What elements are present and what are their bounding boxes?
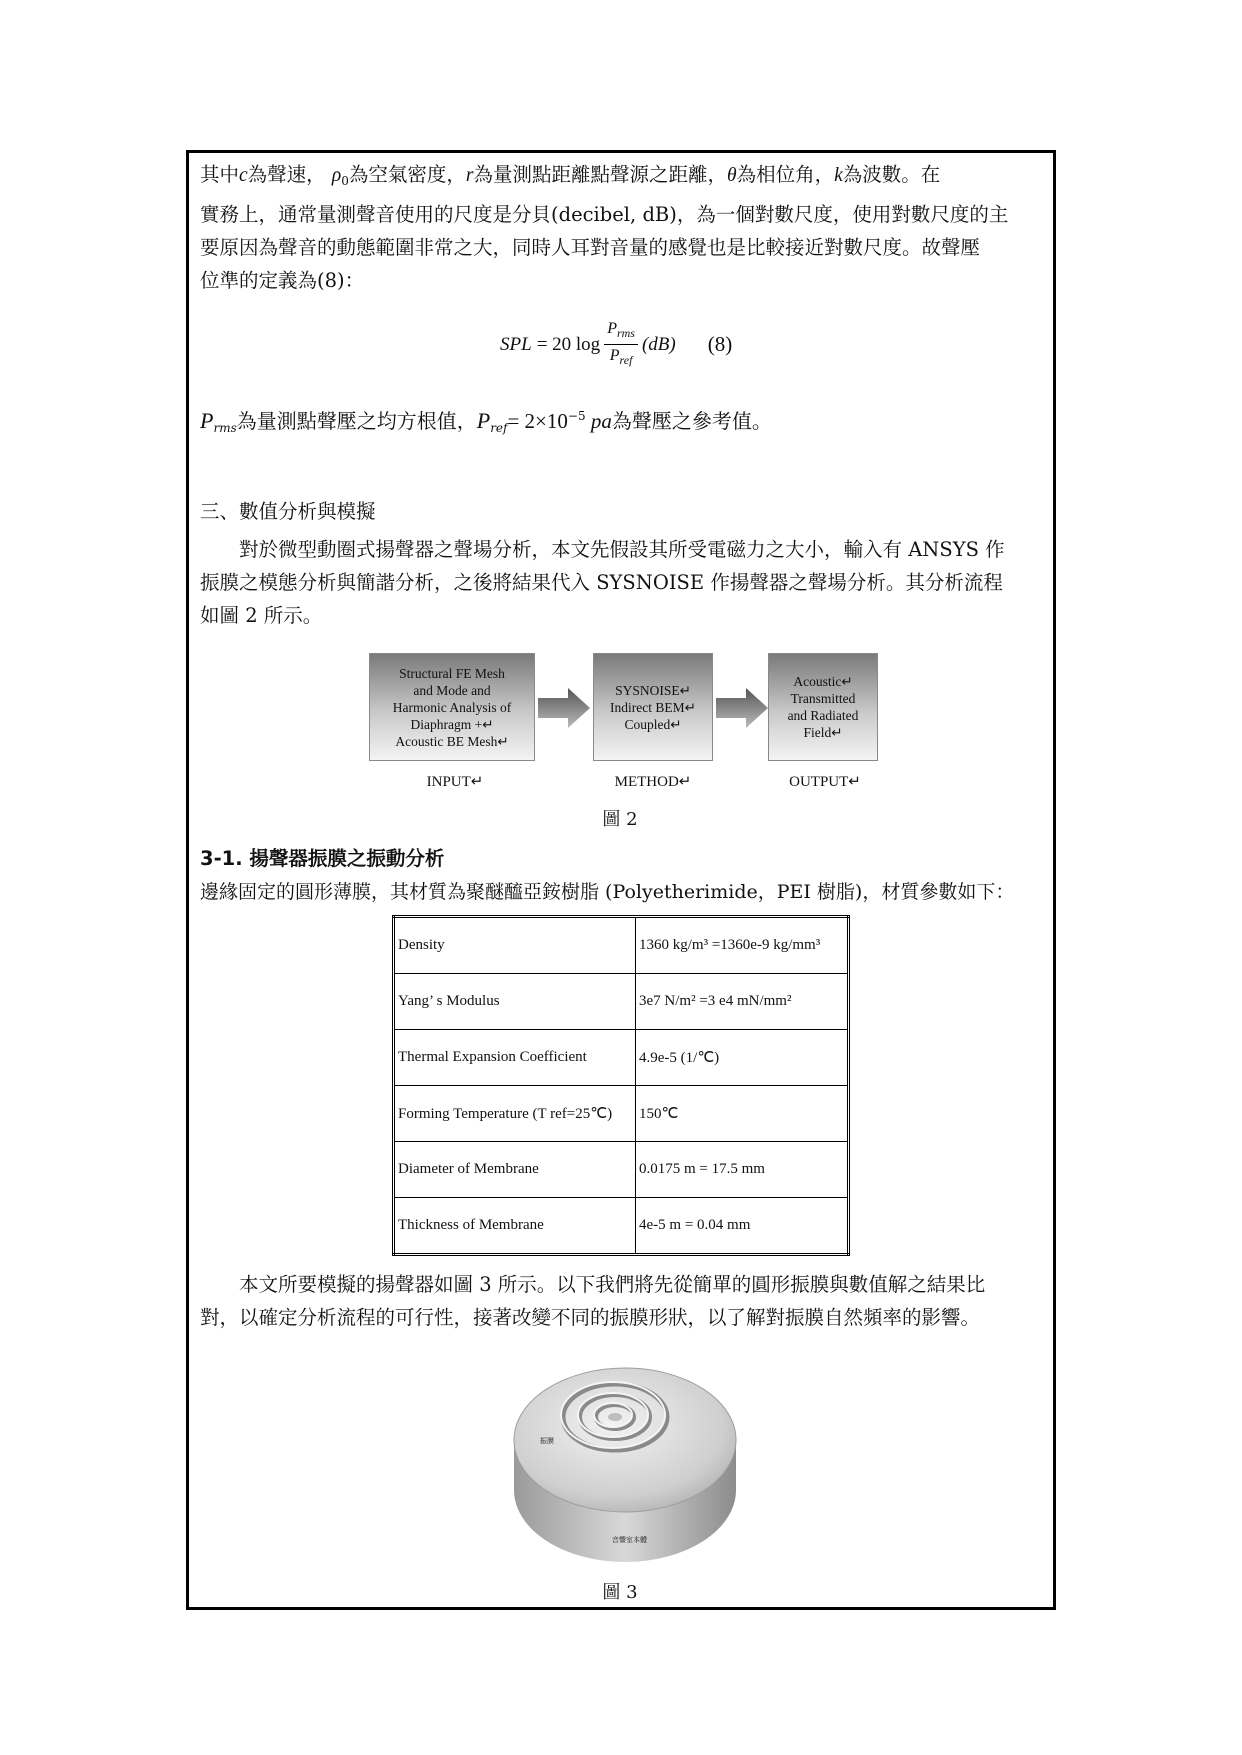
- table-row: Thermal Expansion Coefficient 4.9e-5 (1/℃): [394, 1030, 849, 1086]
- intro-line-4: 位準的定義為(8)：: [200, 269, 365, 292]
- closing-paragraph: 本文所要模擬的揚聲器如圖 3 所示。以下我們將先從簡單的圓形振膜與數值解之結果比 對，以確定分析流程的可行性，接著改變不同的振膜形狀，以了解對振膜自然頻率的影響。: [200, 1273, 986, 1329]
- arrow-icon: [716, 686, 770, 730]
- section-3-1-title: 3-1. 揚聲器振膜之振動分析: [200, 847, 445, 870]
- section-3-1-intro: 邊緣固定的圓形薄膜，其材質為聚醚醯亞銨樹脂 (Polyetherimide，PEI 樹脂)，材質參數如下：: [200, 881, 1015, 903]
- section-3-paragraph: 對於微型動圈式揚聲器之聲場分析，本文先假設其所受電磁力之大小，輸入有 ANSYS 作 振膜之模態分析與簡諧分析，之後將結果代入 SYSNOISE 作揚聲器之聲場分析。其分析流程 如圖 2 所示。: [200, 538, 1005, 627]
- flow-label-output: OUTPUT↵: [789, 774, 861, 790]
- arrow-icon: [538, 686, 592, 730]
- speaker-disc-illustration: [500, 1345, 750, 1565]
- equation-fraction: $\frac{P_{rms}}{P_{ref}}$: [604, 318, 638, 371]
- equation-number: (8): [707, 332, 733, 356]
- intro-paragraph: [200, 158, 1046, 297]
- flow-box-input: Structural FE Mesh and Mode and Harmonic Analysis of Diaphragm +↵ Acoustic BE Mesh↵: [369, 653, 535, 761]
- intro-line-2: 實務上，通常量測聲音使用的尺度是分貝(decibel, dB)，為一個對數尺度，使用對數尺度的主: [200, 203, 1009, 226]
- figure-2-caption: 圖 2: [602, 809, 638, 830]
- flow-box-output: Acoustic↵ Transmitted and Radiated Field↵: [768, 653, 878, 761]
- figure-3-speaker-image: [500, 1345, 750, 1565]
- disc-label-bottom: 音響室本體: [612, 1536, 647, 1544]
- flow-box-method: SYSNOISE↵ Indirect BEM↵ Coupled↵: [593, 653, 713, 761]
- table-row: Diameter of Membrane 0.0175 m = 17.5 mm: [394, 1142, 849, 1198]
- table-row: Forming Temperature (T ref=25℃) 150℃: [394, 1086, 849, 1142]
- table-row: Yang’ s Modulus 3e7 N/m² =3 e4 mN/mm²: [394, 974, 849, 1030]
- figure-3-caption: 圖 3: [602, 1582, 638, 1603]
- table-row: Density 1360 kg/m³ =1360e-9 kg/mm³: [394, 917, 849, 974]
- intro-line-1: 其中c為聲速， $\rho_0$為空氣密度，r為量測點距離點聲源之距離，θ為相位角，k為波數。在: [200, 163, 941, 188]
- intro-line-3: 要原因為聲音的動態範圍非常之大，同時人耳對音量的感覺也是比較接近對數尺度。故聲壓: [200, 236, 981, 259]
- disc-label-top: 振膜: [540, 1437, 554, 1445]
- flow-label-method: METHOD↵: [614, 774, 692, 790]
- material-table: [392, 915, 850, 1256]
- section-3-title: 三、數值分析與模擬: [200, 500, 376, 523]
- table-row: Thickness of Membrane 4e-5 m = 0.04 mm: [394, 1198, 849, 1255]
- definition-line: $P_{rms}$為量測點聲壓之均方根值，$P_{ref}= 2\times 10^{-5}$ pa為聲壓之參考值。: [200, 408, 772, 435]
- equation-8: SPL = 20 log $\frac{P_{rms}}{P_{ref}}$ (dB) (8): [500, 318, 732, 371]
- flow-label-input: INPUT↵: [426, 774, 484, 790]
